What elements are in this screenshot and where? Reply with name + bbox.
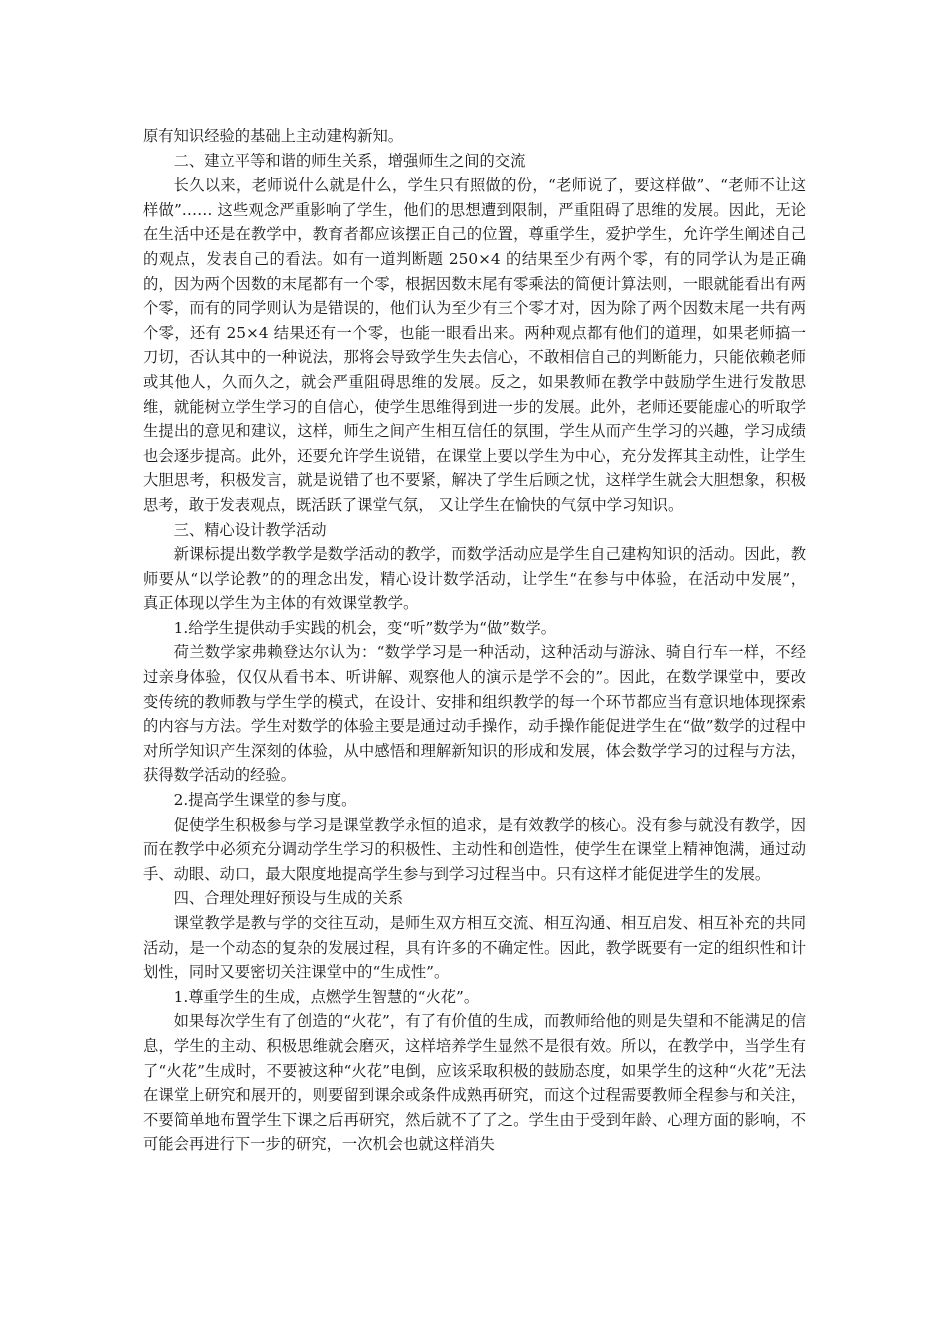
subheading: 1.给学生提供动手实践的机会，变“听”数学为“做”数学。 [173,618,557,637]
paragraph: 课堂教学是教与学的交往互动，是师生双方相互交流、相互沟通、相互启发、相互补充的共同活动，是一个动态的复杂的发展过程，具有许多的不确定性。因此，教学既要有一定的组织性和计划性，同时又要密切关注课堂中的“生成性”。 [143,914,806,982]
subheading: 2.提高学生课堂的参与度。 [173,791,357,810]
paragraph: 长久以来，老师说什么就是什么，学生只有照做的份，“老师说了，要这样做”、“老师不让这样做”…… 这些观念严重影响了学生，他们的思想遭到限制，严重阻碍了思维的发展。因此，无论在生活中还是在教学中，教育者都应该摆正自己的位置，尊重学生，爱护学生，允许学生阐述自己的观点，发表自己的看法。如有一道判断题 250×4 的结果至少有两个零，有的同学认为是正确的，因为两个因数的末尾都有一个零，根据因数末尾有零乘法的简便计算法则，一眼就能看出有两个零，而有的同学则认为是错误的，他们认为至少有三个零才对，因为除了两个因数末尾一共有两个零，还有 25×4 结果还有一个零，也能一眼看出来。两种观点都有他们的道理，如果老师搞一刀切，否认其中的一种说法，那将会导致学生失去信心，不敢相信自己的判断能力，只能依赖老师或其他人，久而久之，就会严重阻碍思维的发展。反之，如果教师在教学中鼓励学生进行发散思维，就能树立学生学习的自信心，使学生思维得到进一步的发展。此外，老师还要能虚心的听取学生提出的意见和建议，这样，师生之间产生相互信任的氛围，学生从而产生学习的兴趣，学习成绩也会逐步提高。此外，还要允许学生说错，在课堂上要以学生为中心，充分发挥其主动性，让学生大胆思考，积极发言，就是说错了也不要紧，解决了学生后顾之忧，这样学生就会大胆想象，积极思考，敢于发表观点，既活跃了课堂气氛， 又让学生在愉快的气氛中学习知识。 [143,176,806,514]
paragraph: 促使学生积极参与学习是课堂教学永恒的追求，是有效教学的核心。没有参与就没有教学，因而在教学中必须充分调动学生学习的积极性、主动性和创造性，使学生在课堂上精神饱满，通过动手、动眼、动口，最大限度地提高学生参与到学习过程当中。只有这样才能促进学生的发展。 [143,815,806,883]
section-heading-3: 三、精心设计教学活动 [173,520,327,539]
paragraph: 如果每次学生有了创造的“火花”，有了有价值的生成，而教师给他的则是失望和不能满足的信息，学生的主动、积极思维就会磨灭，这样培养学生显然不是很有效。所以，在教学中，当学生有了“火花”生成时，不要被这种“火花”电倒，应该采取积极的鼓励态度，如果学生的这种“火花”无法在课堂上研究和展开的，则要留到课余或条件成熟再研究，而这个过程需要教师全程参与和关注，不要简单地布置学生下课之后再研究，然后就不了了之。学生由于受到年龄、心理方面的影响，不可能会再进行下一步的研究，一次机会也就这样消失 [143,1012,806,1154]
section-heading-2: 二、建立平等和谐的师生关系，增强师生之间的交流 [173,151,526,170]
document-body [143,124,806,1157]
subheading: 1.尊重学生的生成，点燃学生智慧的“火花”。 [173,987,480,1006]
paragraph: 荷兰数学家弗赖登达尔认为：“数学学习是一种活动，这种活动与游泳、骑自行车一样，不经过亲身体验，仅仅从看书本、听讲解、观察他人的演示是学不会的”。因此，在数学课堂中，要改变传统的教师教与学生学的模式，在设计、安排和组织教学的每一个环节都应当有意识地体现探索的内容与方法。学生对数学的体验主要是通过动手操作，动手操作能促进学生在“做”数学的过程中对所学知识产生深刻的体验，从中感悟和理解新知识的形成和发展，体会数学学习的过程与方法，获得数学活动的经验。 [143,643,806,785]
section-heading-4: 四、合理处理好预设与生成的关系 [173,889,404,908]
paragraph-continuation: 原有知识经验的基础上主动建构新知。 [143,127,404,145]
paragraph: 新课标提出数学教学是数学活动的教学，而数学活动应是学生自己建构知识的活动。因此，教师要从“以学论教”的的理念出发，精心设计数学活动，让学生“在参与中体验，在活动中发展”， 真正体现以学生为主体的有效课堂教学。 [143,545,806,613]
